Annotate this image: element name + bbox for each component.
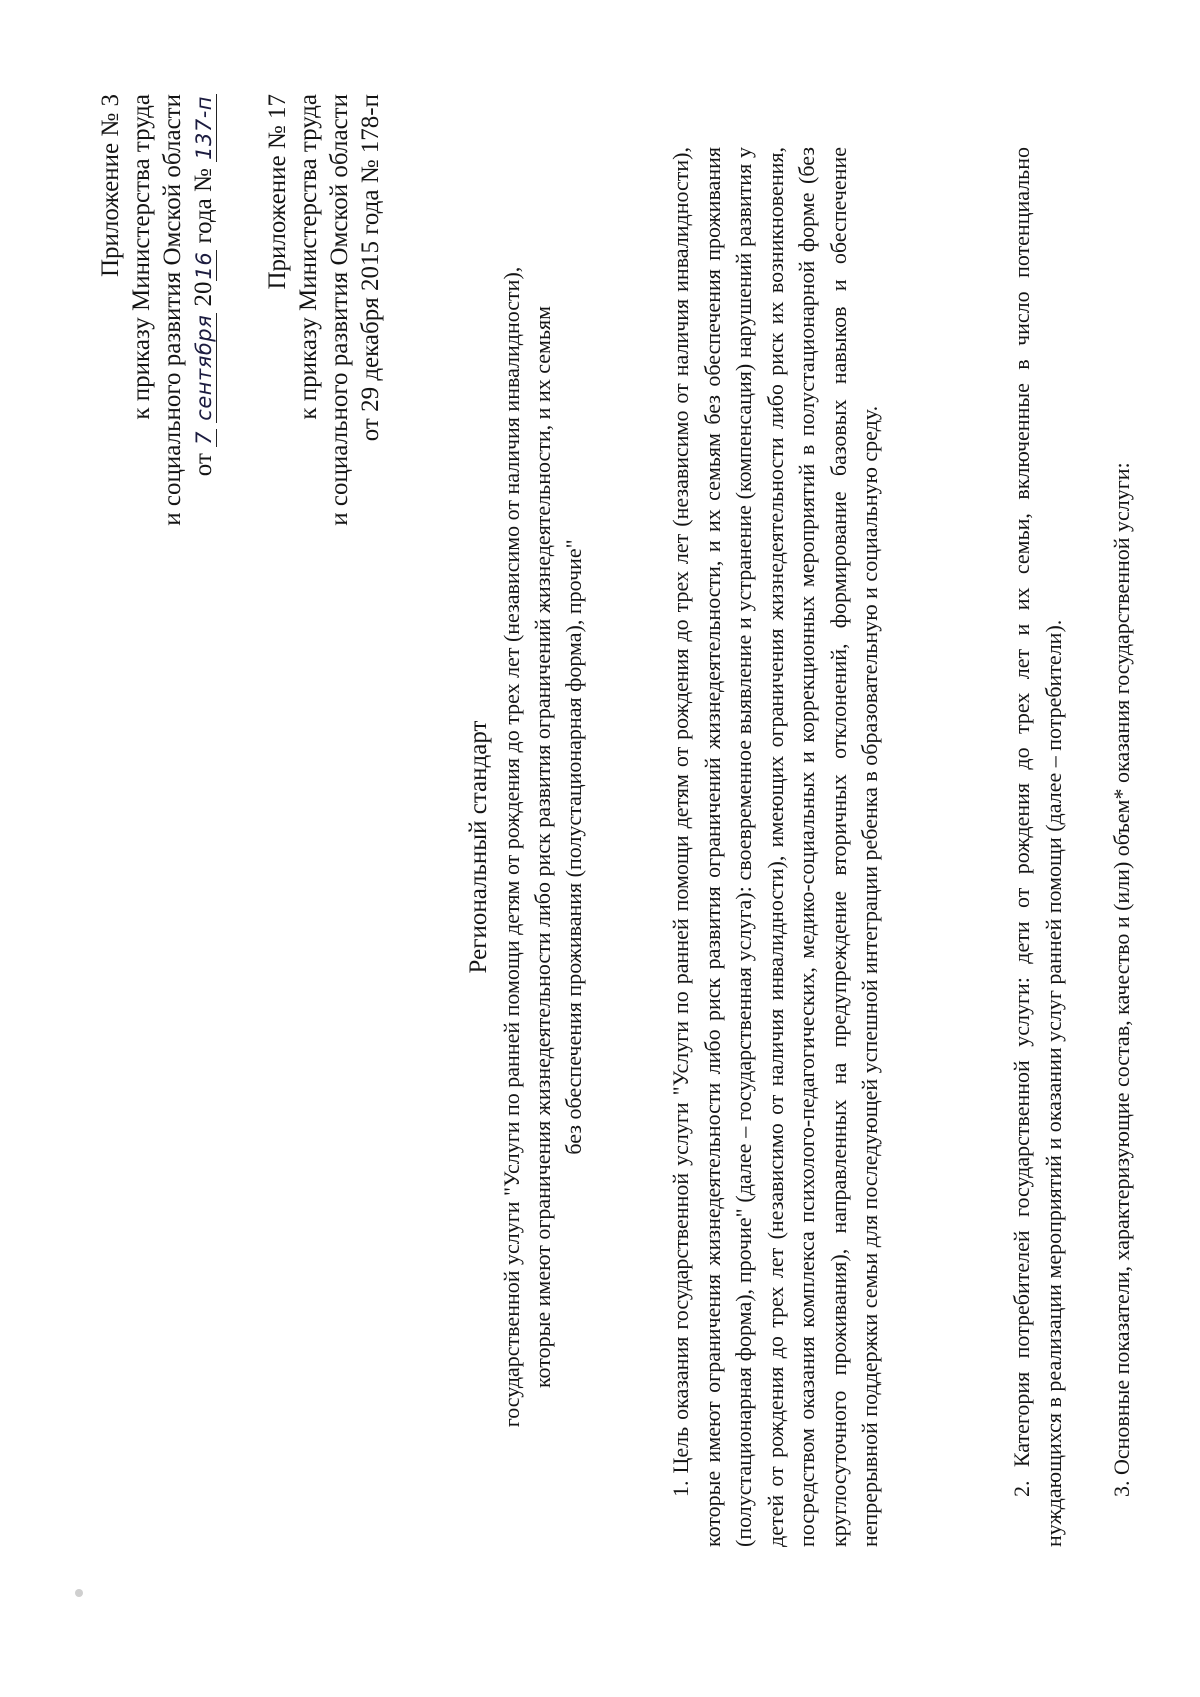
standard-title: Региональный стандарт (465, 720, 492, 974)
annex-header-current (95, 94, 219, 526)
annex-order-ref: к приказу Министерства труда (295, 94, 322, 420)
scan-speck (75, 1589, 83, 1597)
standard-heading (462, 147, 589, 1547)
annex-date-line (188, 94, 219, 526)
standard-subtitle-line-3: без обеспечения проживания (полустационарная форма), прочие" (561, 539, 586, 1155)
handwritten-year: 16 (192, 251, 216, 280)
annex-header-previous (262, 94, 386, 526)
annex-order-ref: к приказу Министерства труда (128, 94, 155, 420)
handwritten-day: 7 (192, 430, 216, 445)
annex-ministry: и социального развития Омской области (159, 94, 186, 526)
section-category: 2. Категория потребителей государственной услуги: дети от рождения до трех лет и их семьи, включенные в число потенциально нуждающихся в реализации мероприятий и оказании услуг ранней помощи (далее – потребители). (1009, 147, 1066, 1547)
handwritten-number: 137-п (192, 96, 216, 160)
standard-subtitle-line-2: которые имеют ограничения жизнедеятельности либо риск развития ограничений жизнедеятельности, и их семьям (530, 305, 555, 1389)
section-indicators: 3. Основные показатели, характеризующие состав, качество и (или) объем* оказания государственной услуги: (1109, 462, 1134, 1497)
year-suffix: года № (190, 168, 217, 244)
standard-subtitle-line-1: государственной услуги "Услуги по ранней помощи детям от рождения до трех лет (независимо от наличия инвалидности), (499, 266, 524, 1428)
handwritten-month: сентября (192, 314, 216, 421)
annex-ministry: и социального развития Омской области (326, 94, 353, 526)
date-prefix: от (190, 453, 217, 477)
annex-number: Приложение № 3 (97, 94, 124, 278)
section-purpose: 1. Цель оказания государственной услуги "Услуги по ранней помощи детям от рождения до трех лет (независимо от наличия инвалидности), которые имеют ограничения жизнедеятельности либо риск развития ограничений жизнедеятельности, и их семьям без обеспечения проживания (полустационарная форма), прочие" (далее – государственная услуга): своевременное выявление и устранение (компенсация) нарушений развития у детей от рождения до трех лет (независимо от наличия инвалидности), имеющих ограничения жизнедеятельности либо риск их возникновения, посредством оказания комплекса психолого-педагогических, медико-социальных и коррекционных мероприятий в полустационарной форме (без круглосуточного проживания), направленных на предупреждение вторичных отклонений, формирование базовых навыков и обеспечение непрерывной поддержки семьи для последующей успешной интеграции ребенка в образовательную и социальную среду. (668, 147, 882, 1547)
annex-number: Приложение № 17 (264, 94, 291, 290)
annex-date-line: от 29 декабря 2015 года № 178-п (357, 94, 384, 442)
year-prefix: 20 (190, 281, 217, 307)
